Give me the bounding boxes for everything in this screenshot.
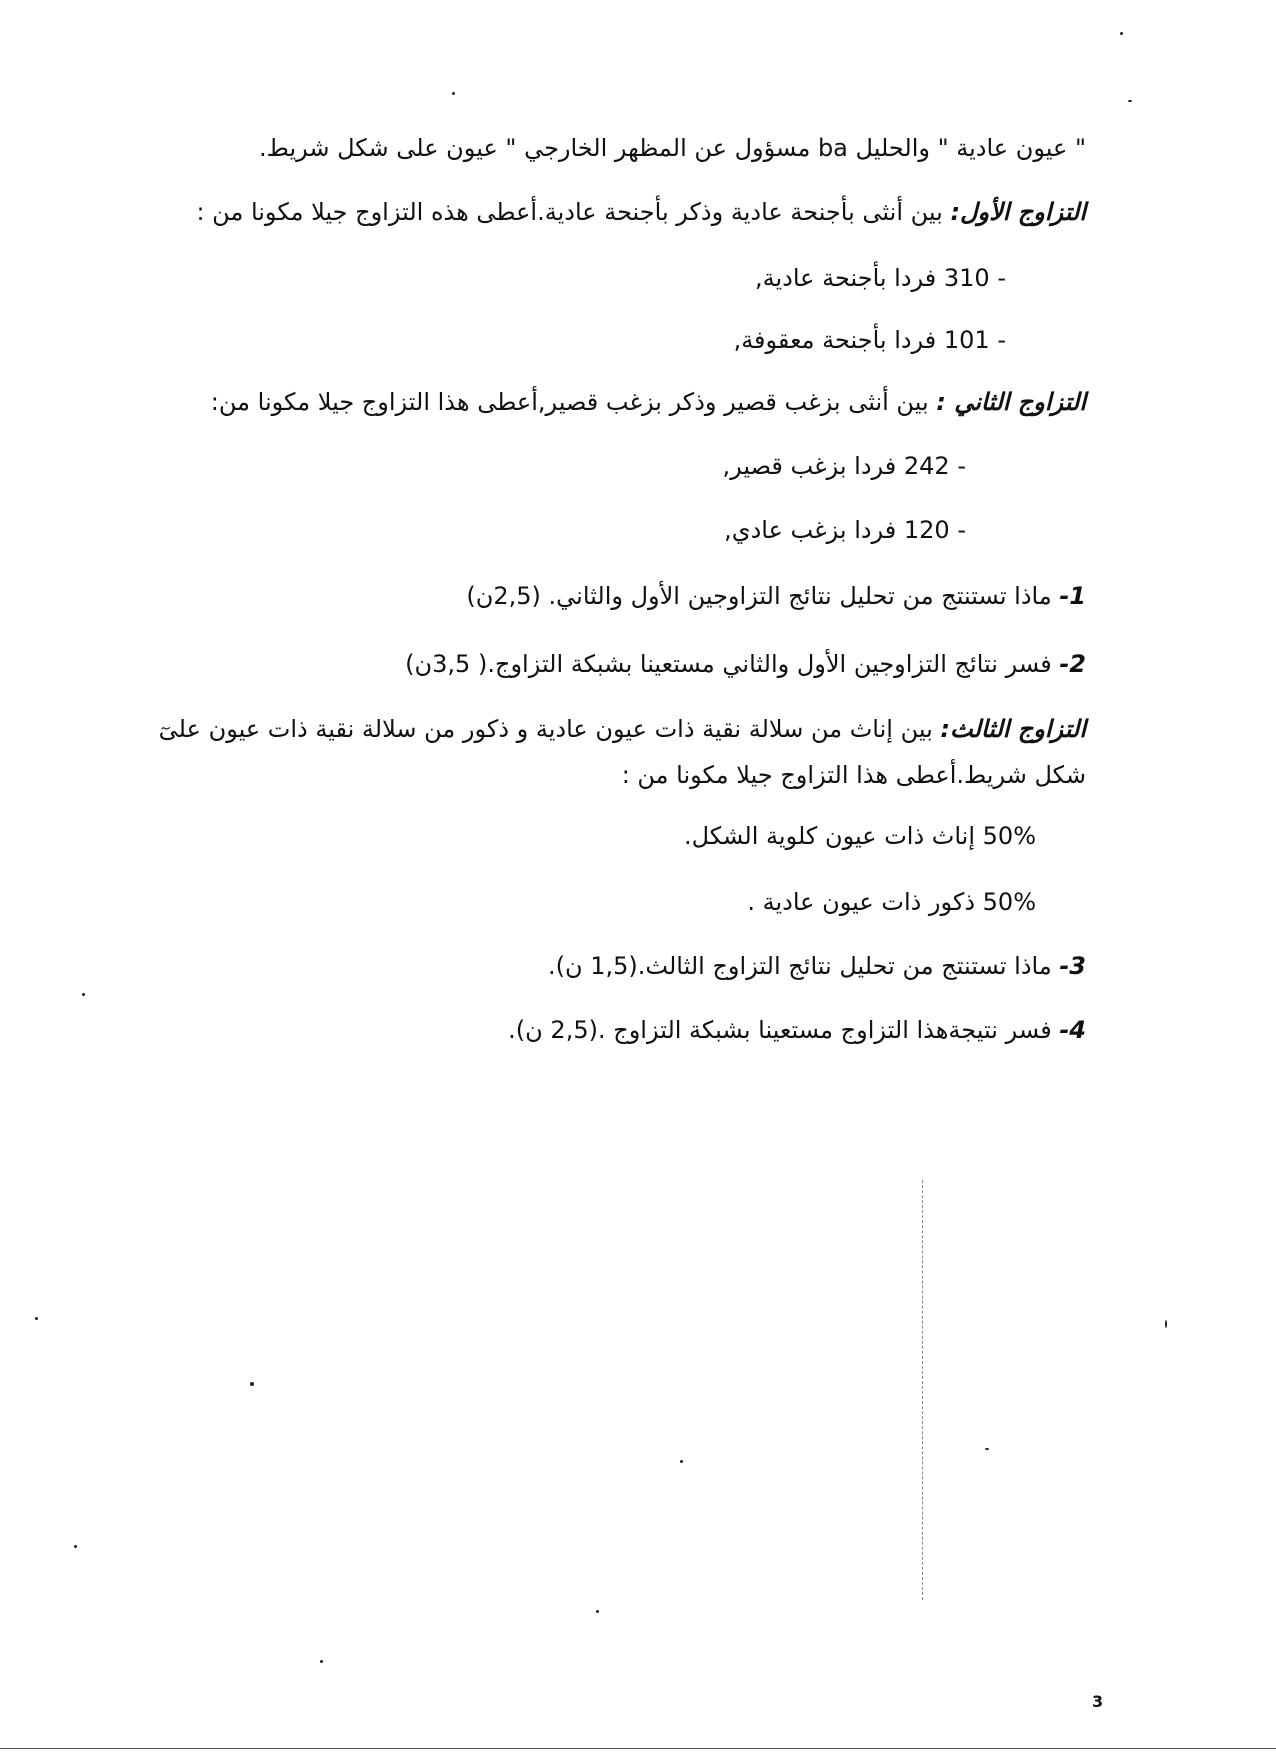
cross-1-result-1: - 310 فردا بأجنحة عادية,: [755, 264, 1006, 292]
scan-speck: [1165, 1320, 1167, 1328]
scan-speck: [452, 92, 455, 95]
scan-speck: [596, 1610, 599, 1613]
cross-2-statement: [211, 384, 1086, 420]
scan-speck: [320, 1660, 323, 1663]
cross-3-text: بين إناث من سلالة نقية ذات عيون عادية و ذكور من سلالة نقية ذات عيون علىٓ شكل شريط.أعطى هذا التزاوج جيلا مكونا من :: [158, 715, 1086, 789]
question-4-number: 4-: [1059, 1016, 1086, 1044]
cross-2-result-1: - 242 فردا بزغب قصير,: [722, 452, 966, 480]
scan-speck: [74, 1545, 77, 1548]
cross-2-text: بين أنثى بزغب قصير وذكر بزغب قصير,أعطى هذا التزاوج جيلا مكونا من:: [210, 388, 937, 416]
scan-line: [922, 1180, 923, 1600]
question-1-text: ماذا تستنتج من تحليل نتائج التزاوجين الأول والثاني. (2,5ن): [466, 582, 1060, 610]
question-1-number: 1-: [1059, 582, 1086, 610]
question-2-number: 2-: [1059, 650, 1086, 678]
scan-speck: [250, 1382, 254, 1386]
cross-3-title: التزاوج الثالث:: [940, 715, 1086, 743]
question-3: [548, 948, 1086, 984]
question-1: [466, 578, 1086, 614]
question-3-number: 3-: [1059, 952, 1086, 980]
scan-speck: [1120, 32, 1123, 35]
question-4-text: فسر نتيجةهذا التزاوج مستعينا بشبكة التزاوج .(2,5 ن).: [508, 1016, 1060, 1044]
question-2-text: فسر نتائج التزاوجين الأول والثاني مستعينا بشبكة التزاوج.( 3,5ن): [405, 650, 1060, 678]
cross-3-statement: [126, 706, 1086, 798]
scan-speck: [1128, 100, 1132, 102]
allele-description: " عيون عادية " والحليل ba مسؤول عن المظهر الخارجي " عيون على شكل شريط.: [259, 134, 1086, 162]
question-3-text: ماذا تستنتج من تحليل نتائج التزاوج الثالث.(1,5 ن).: [547, 952, 1060, 980]
cross-3-result-1: 50% إناث ذات عيون كلوية الشكل.: [683, 822, 1036, 850]
cross-2-result-2: - 120 فردا بزغب عادي,: [724, 516, 966, 544]
cross-1-text: بين أنثى بأجنحة عادية وذكر بأجنحة عادية.أعطى هذه التزاوج جيلا مكونا من :: [196, 198, 951, 226]
cross-1-statement: [196, 194, 1086, 230]
cross-2-title: التزاوج الثاني :: [936, 388, 1086, 416]
cross-3-result-2: 50% ذكور ذات عيون عادية .: [747, 888, 1036, 916]
scan-speck: [82, 993, 85, 996]
question-2: [405, 646, 1086, 682]
scan-speck: [35, 1317, 38, 1320]
scan-speck: [680, 1460, 683, 1463]
scan-speck: [985, 1448, 989, 1450]
scan-edge: [0, 1748, 1276, 1749]
page-number: 3: [1092, 1692, 1104, 1711]
cross-1-title: التزاوج الأول:: [950, 198, 1086, 226]
cross-1-result-2: - 101 فردا بأجنحة معقوفة,: [733, 326, 1006, 354]
question-4: [508, 1012, 1086, 1048]
